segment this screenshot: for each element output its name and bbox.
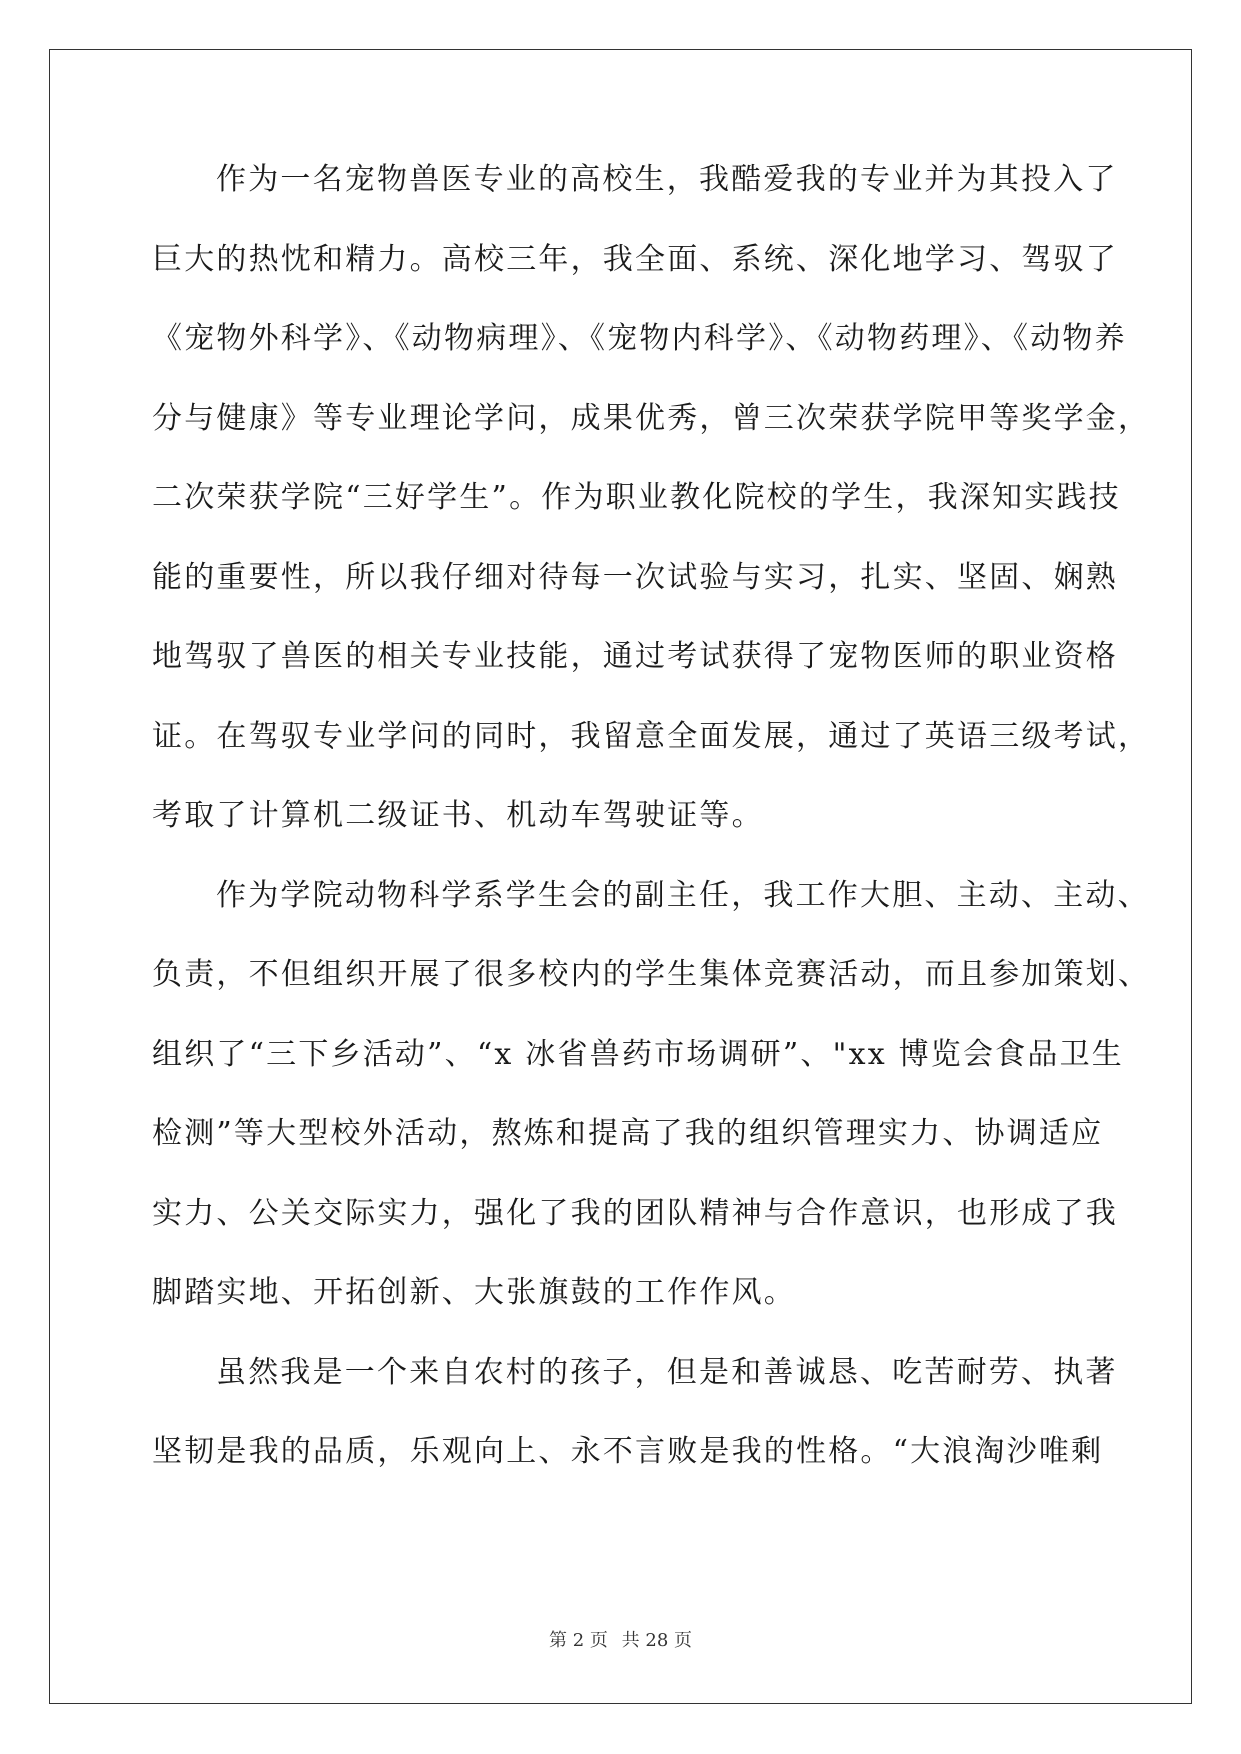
text-line: 实力、公关交际实力，强化了我的团队精神与合作意识，也形成了我 — [152, 1195, 1118, 1231]
text-line: 检测”等大型校外活动，熬炼和提高了我的组织管理实力、协调适应 — [152, 1116, 1104, 1151]
page-footer — [0, 1626, 1241, 1652]
text-line: 巨大的热忱和精力。高校三年，我全面、系统、深化地学习、驾驭了 — [152, 241, 1118, 277]
text-line: 《宠物外科学》、《动物病理》、《宠物内科学》、《动物药理》、《动物养 — [152, 321, 1127, 356]
text-line: 二次荣获学院“三好学生”。作为职业教化院校的学生，我深知实践技 — [152, 480, 1121, 515]
text-line: 虽然我是一个来自农村的孩子，但是和善诚恳、吃苦耐劳、执著 — [216, 1354, 1118, 1390]
text-line: 组织了“三下乡活动”、“x 冰省兽药市场调研”、"xx 博览会食品卫生 — [152, 1036, 1124, 1072]
text-line: 负责，不但组织开展了很多校内的学生集体竞赛活动，而且参加策划、 — [152, 957, 1151, 992]
text-line: 坚韧是我的品质，乐观向上、永不言败是我的性格。“大浪淘沙唯剩 — [152, 1434, 1104, 1469]
document-body — [152, 158, 1151, 1510]
text-line: 作为一名宠物兽医专业的高校生，我酷爱我的专业并为其投入了 — [216, 162, 1118, 197]
page-total: 共 28 页 — [621, 1630, 692, 1651]
text-line: 脚踏实地、开拓创新、大张旗鼓的工作作风。 — [152, 1275, 796, 1310]
text-line: 能的重要性，所以我仔细对待每一次试验与实习，扎实、坚固、娴熟 — [152, 559, 1118, 595]
text-line: 地驾驭了兽医的相关专业技能，通过考试获得了宠物医师的职业资格 — [152, 639, 1118, 674]
text-line: 分与健康》等专业理论学问，成果优秀，曾三次荣获学院甲等奖学金， — [152, 400, 1151, 436]
text-line: 证。在驾驭专业学问的同时，我留意全面发展，通过了英语三级考试， — [152, 718, 1151, 754]
text-line: 作为学院动物科学系学生会的副主任，我工作大胆、主动、主动、 — [216, 877, 1150, 913]
page-number: 第 2 页 — [549, 1630, 608, 1651]
text-line: 考取了计算机二级证书、机动车驾驶证等。 — [152, 798, 764, 833]
